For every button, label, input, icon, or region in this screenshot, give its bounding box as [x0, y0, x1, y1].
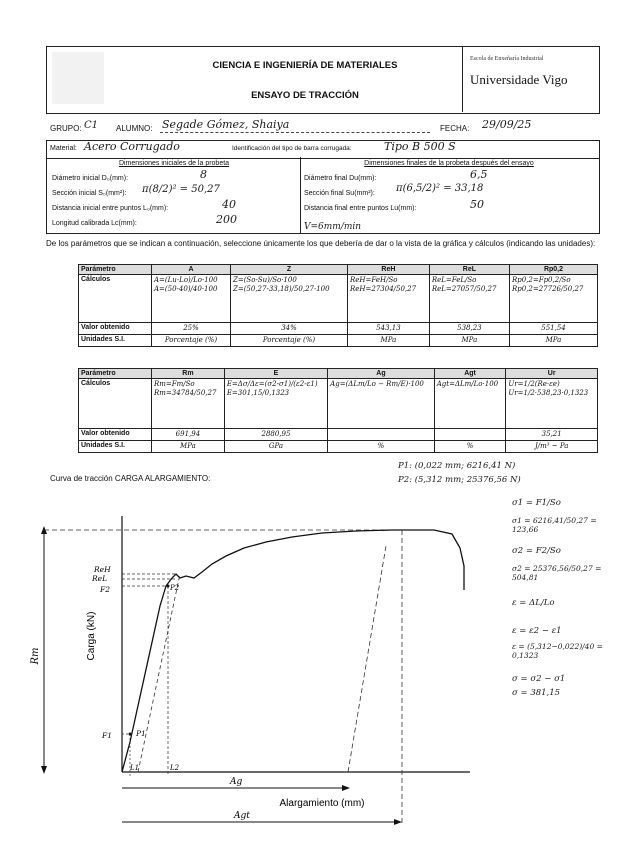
t2-r0-c1[interactable]: E=Δσ/Δε=(σ2-σ1)/(ε2-ε1) E=301,15/0,1323	[224, 379, 327, 429]
su-label: Sección final Su(mm²):	[304, 190, 375, 197]
t2-r2-c4[interactable]: J/m³ ~ Pa	[506, 441, 598, 453]
d0-label: Diámetro inicial D₀(mm):	[52, 175, 129, 182]
ag-label: Ag	[230, 777, 243, 787]
side-calc-1[interactable]: σ1 = 6216,41/50,27 = 123,66	[512, 516, 597, 534]
header-left-logo	[52, 52, 104, 104]
tensile-curve-chart	[30, 486, 510, 836]
t2-h4: Agt	[434, 369, 506, 379]
lu-value[interactable]: 50	[470, 198, 484, 211]
point-p1[interactable]: P1: (0,022 mm; 6216,41 N)	[398, 461, 516, 471]
t1-r0-c4[interactable]: Rp0,2=Fp0,2/So Rp0,2=27726/50,27	[509, 275, 597, 323]
grupo-value[interactable]: C1	[84, 120, 99, 131]
t2-r0-c4[interactable]: Ur=1/2(Re·εe) Ur=1/2·538,23·0,1323	[506, 379, 598, 429]
params-table-2	[78, 368, 598, 453]
s0-value[interactable]: π(8/2)² = 50,27	[142, 184, 220, 195]
t2-r2-c0[interactable]: MPa	[152, 441, 225, 453]
t2-r1-c0[interactable]: 691,94	[152, 429, 225, 441]
lc-label: Longitud calibrada Lc(mm):	[52, 220, 137, 227]
alumno-label: ALUMNO:	[116, 124, 153, 133]
l0-label: Distancia inicial entre puntos L₀(mm):	[52, 205, 169, 212]
t2-r2-label: Unidades S.I.	[79, 441, 152, 453]
t1-h4: ReL	[429, 265, 509, 275]
material-label: Material:	[50, 145, 77, 152]
t2-r0-c0[interactable]: Rm=Fm/So Rm=34784/50,27	[152, 379, 225, 429]
x-axis-label: Alargamiento (mm)	[279, 798, 365, 809]
side-calc-0[interactable]: σ1 = F1/So	[512, 498, 561, 508]
curve-label: Curva de tracción CARGA ALARGAMIENTO:	[50, 474, 211, 483]
t1-h2: Z	[230, 265, 347, 275]
fecha-label: FECHA:	[440, 124, 470, 133]
side-calc-5[interactable]: ε = ε2 − ε1	[512, 626, 562, 636]
rm-arrow-head-bottom	[41, 766, 47, 774]
l2-label: L2	[170, 764, 180, 772]
du-label: Diámetro final Du(mm):	[304, 175, 377, 182]
t2-h2: E	[224, 369, 327, 379]
grupo-label: GRUPO:	[50, 124, 82, 133]
material-value[interactable]: Acero Corrugado	[84, 140, 180, 153]
instructions-text: De los parámetros que se indican a continuación, seleccione únicamente los que debería de dar o la vista de la gráfica y cálculos (indicando las unidades):	[46, 239, 596, 248]
t2-h3: Ag	[328, 369, 435, 379]
t1-r2-c1[interactable]: Porcentaje (%)	[230, 335, 347, 347]
t2-r1-c1[interactable]: 2880,95	[224, 429, 327, 441]
header-title: CIENCIA E INGENIERÍA DE MATERIALES	[212, 60, 398, 71]
t1-r1-c0[interactable]: 25%	[152, 323, 231, 335]
lu-label: Distancia final entre puntos Lu(mm):	[304, 205, 417, 212]
ag-arrow-head	[342, 785, 350, 791]
rel-label: ReL	[92, 574, 108, 583]
side-calc-4[interactable]: ε = ΔL/Lo	[512, 598, 555, 608]
su-value[interactable]: π(6,5/2)² = 33,18	[396, 183, 484, 194]
t2-r2-c2[interactable]: %	[328, 441, 435, 453]
l1-label: L1	[130, 764, 140, 772]
fecha-value[interactable]: 29/09/25	[482, 118, 532, 131]
l0-value[interactable]: 40	[222, 198, 236, 211]
side-calc-7[interactable]: σ = σ2 − σ1	[512, 674, 566, 684]
t1-r0-label: Cálculos	[79, 275, 152, 323]
agt-arrow-head	[394, 819, 402, 825]
p1-marker	[129, 733, 132, 736]
f1-label: F1	[102, 731, 112, 740]
dims-final-title: Dimensiones finales de la probeta después del ensayo	[364, 160, 534, 167]
t1-h5: Rp0,2	[509, 265, 597, 275]
t1-r1-c2[interactable]: 543,13	[348, 323, 430, 335]
lc-value[interactable]: 200	[216, 213, 237, 226]
t2-r0-label: Cálculos	[79, 379, 152, 429]
p1-label: P1	[136, 729, 146, 738]
t1-h0: Parámetro	[79, 265, 152, 275]
t2-r1-c4[interactable]: 35,21	[506, 429, 598, 441]
side-calc-2[interactable]: σ2 = F2/So	[512, 546, 561, 556]
t2-r2-c1[interactable]: GPa	[224, 441, 327, 453]
t1-r2-c3[interactable]: MPa	[429, 335, 509, 347]
d0-value[interactable]: 8	[200, 168, 207, 181]
t1-h3: ReH	[348, 265, 430, 275]
header-divider	[462, 46, 463, 112]
point-p2[interactable]: P2: (5,312 mm; 25376,56 N)	[398, 475, 521, 485]
reh-label: ReH	[94, 565, 111, 574]
y-axis-label: Carga (kN)	[86, 611, 97, 661]
rm-label: Rm	[30, 647, 41, 665]
p2-label: P2	[170, 584, 180, 592]
f2-label: F2	[100, 585, 110, 594]
t1-r2-label: Unidades S.I.	[79, 335, 152, 347]
t1-r0-c1[interactable]: Z=(So-Su)/So·100 Z=(50,27-33,18)/50,27·100	[230, 275, 347, 323]
speed-value[interactable]: V=6mm/min	[304, 222, 362, 232]
t2-h0: Parámetro	[79, 369, 152, 379]
dims-divider	[300, 157, 301, 233]
alumno-underline	[160, 132, 430, 133]
side-calc-8[interactable]: σ = 381,15	[512, 688, 561, 698]
t1-r2-c0[interactable]: Porcentaje (%)	[152, 335, 231, 347]
du-value[interactable]: 6,5	[470, 168, 488, 181]
load-elongation-curve	[122, 530, 464, 772]
t2-r1-c2[interactable]	[328, 429, 435, 441]
t1-r0-c2[interactable]: ReH=FeH/So ReH=27304/50,27	[348, 275, 430, 323]
t1-r1-c3[interactable]: 538,23	[429, 323, 509, 335]
t2-h1: Rm	[152, 369, 225, 379]
university-logo: Universidade Vigo	[470, 72, 568, 87]
t1-r0-c0[interactable]: A=(Lu-Lo)/Lo·100 A=(50-40)/40·100	[152, 275, 231, 323]
t1-r2-c2[interactable]: MPa	[348, 335, 430, 347]
t2-r0-c2[interactable]: Ag=(ΔLm/Lo − Rm/E)·100	[328, 379, 435, 429]
t1-h1: A	[152, 265, 231, 275]
rp-offset-line	[138, 574, 180, 772]
t1-r1-c4[interactable]: 551,54	[509, 323, 597, 335]
alumno-value[interactable]: Segade Gómez, Shaiya	[162, 118, 290, 131]
barra-id-label: Identificación del tipo de barra corrugada:	[232, 145, 352, 152]
t2-r0-c3[interactable]: Agt=ΔLm/Lo·100	[434, 379, 506, 429]
t1-r1-c1[interactable]: 34%	[230, 323, 347, 335]
header-subtitle: ENSAYO DE TRACCIÓN	[251, 90, 359, 101]
agt-label: Agt	[234, 811, 250, 821]
t2-h5: Ur	[506, 369, 598, 379]
t2-r1-c3[interactable]	[434, 429, 506, 441]
side-calc-6[interactable]: ε = (5,312−0,022)/40 = 0,1323	[512, 642, 603, 660]
t1-r0-c3[interactable]: ReL=FeL/So ReL=27057/50,27	[429, 275, 509, 323]
dims-initial-title: Dimensiones iniciales de la probeta	[118, 160, 230, 167]
s0-label: Sección inicial S₀(mm²):	[52, 190, 127, 197]
t1-r1-label: Valor obtenido	[79, 323, 152, 335]
university-logo-small: Escola de Enxeñaría Industrial	[470, 56, 544, 62]
side-calc-3[interactable]: σ2 = 25376,56/50,27 = 504,81	[512, 564, 602, 582]
ag-unload-line	[348, 546, 386, 772]
t2-r1-label: Valor obtenido	[79, 429, 152, 441]
barra-id-value[interactable]: Tipo B 500 S	[384, 140, 456, 153]
params-table-1	[78, 264, 598, 347]
t2-r2-c3[interactable]: %	[434, 441, 506, 453]
t1-r2-c4[interactable]: MPa	[509, 335, 597, 347]
